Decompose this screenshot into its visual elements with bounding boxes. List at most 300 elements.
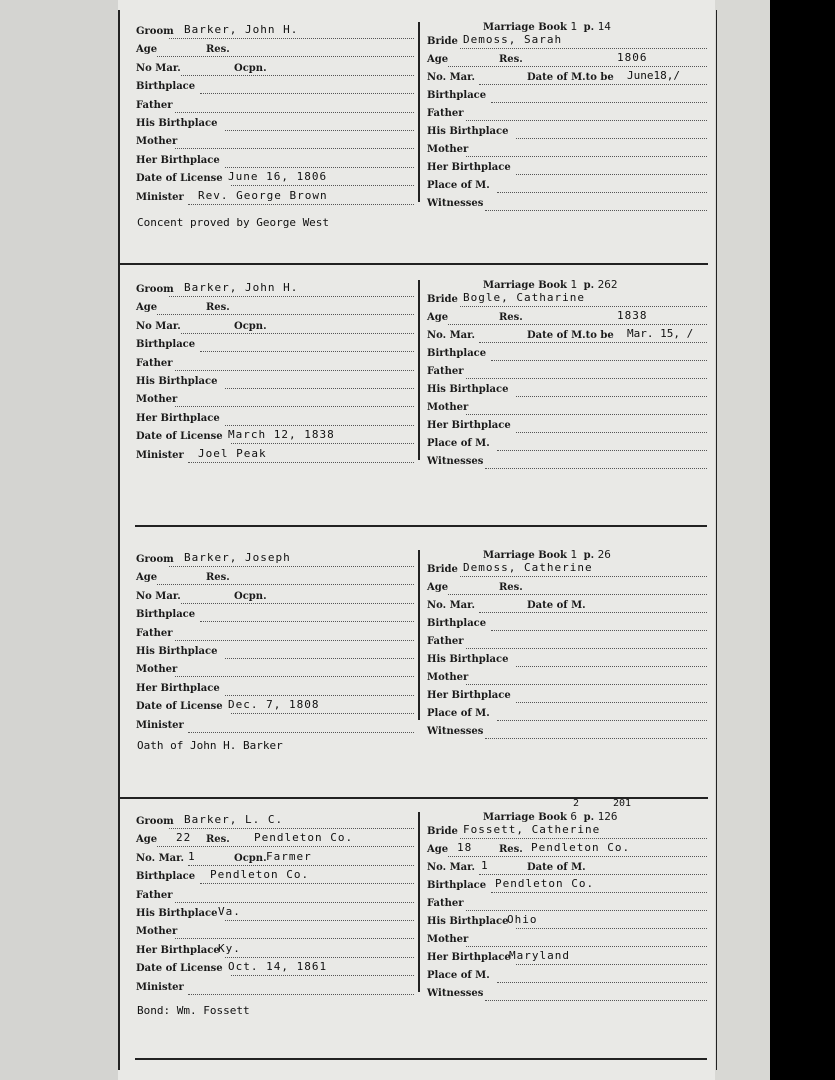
marriage-book-label: Marriage Book xyxy=(483,22,571,33)
witnesses-label: Witnesses xyxy=(427,198,484,209)
groom-age-row xyxy=(136,44,414,60)
bride-row xyxy=(427,561,707,580)
groom-his-birthplace-label: His Birthplace xyxy=(136,908,218,919)
ocpn-label: Ocpn. xyxy=(234,320,267,332)
marriage-card xyxy=(118,550,718,800)
minister-row xyxy=(136,446,414,466)
place-of-m-row xyxy=(427,180,707,196)
groom-birthplace-row xyxy=(136,339,414,355)
dotted-line xyxy=(485,198,707,211)
dotted-line xyxy=(157,44,414,57)
card-note: Concent proved by George West xyxy=(137,216,330,229)
groom-birthplace-value: Pendleton Co. xyxy=(210,868,310,882)
page-value: 26 xyxy=(597,548,611,561)
res-label: Res. xyxy=(206,834,230,846)
marriage-card xyxy=(118,798,718,1062)
minister-label: Minister xyxy=(136,981,184,993)
dotted-line xyxy=(225,155,414,168)
groom-father-label: Father xyxy=(136,99,173,111)
bride-value: Demoss, Catherine xyxy=(463,561,593,574)
dotted-line xyxy=(479,600,707,613)
dotted-line xyxy=(485,456,707,469)
bride-birthplace-label: Birthplace xyxy=(427,618,487,629)
bride-no-mar-row xyxy=(427,600,707,616)
page-label: p. xyxy=(583,550,598,561)
bride-no-mar-value: 1 xyxy=(481,859,489,872)
date-of-license-row xyxy=(136,170,414,189)
dotted-line xyxy=(175,664,414,677)
groom-age-row xyxy=(136,572,414,588)
bride-age-label: Age xyxy=(427,844,449,855)
bride-birthplace-label: Birthplace xyxy=(427,880,487,891)
groom-no-mar-row xyxy=(136,63,414,79)
dotted-line xyxy=(188,720,414,733)
date-of-m-label: Date of M.to be xyxy=(527,72,614,83)
groom-age-value: 22 xyxy=(176,831,192,845)
groom-father-row xyxy=(136,358,414,374)
dotted-line xyxy=(225,683,414,696)
bride-mother-label: Mother xyxy=(427,934,469,945)
res-label: Res. xyxy=(499,312,523,323)
bride-father-label: Father xyxy=(427,366,464,377)
groom-age-row xyxy=(136,302,414,318)
marriage-card xyxy=(118,22,718,272)
groom-ocpn-value: Farmer xyxy=(266,849,312,863)
minister-row xyxy=(136,982,414,998)
date-of-m-label: Date of M. xyxy=(527,862,586,873)
marriage-book-value: 1 xyxy=(570,548,584,561)
bride-father-row xyxy=(427,636,707,652)
bride-mother-label: Mother xyxy=(427,402,469,413)
bride-his-birthplace-row xyxy=(427,913,707,932)
date-of-license-label: Date of License xyxy=(136,431,223,443)
bride-father-row xyxy=(427,366,707,382)
date-of-m-value: June18,/ xyxy=(627,69,680,82)
groom-her-birthplace-row xyxy=(136,941,414,961)
bride-father-label: Father xyxy=(427,636,464,647)
dotted-line xyxy=(466,144,707,157)
card-note: Bond: Wm. Fossett xyxy=(137,1004,250,1017)
groom-birthplace-row xyxy=(136,609,414,625)
date-of-license-row xyxy=(136,960,414,979)
dotted-line xyxy=(466,934,707,947)
groom-value: Barker, John H. xyxy=(184,23,299,36)
bride-value: Bogle, Catharine xyxy=(463,291,585,304)
dotted-line xyxy=(225,646,414,659)
bride-age-label: Age xyxy=(427,582,449,593)
page-label: p. xyxy=(583,22,598,33)
dotted-line xyxy=(175,136,414,149)
bride-label: Bride xyxy=(427,826,458,837)
dotted-line xyxy=(448,54,707,67)
dotted-line xyxy=(225,118,414,131)
bride-age-row xyxy=(427,309,707,328)
dotted-line xyxy=(175,628,414,641)
date-of-m-value: Mar. 15, / xyxy=(627,327,694,340)
bride-his-birthplace-label: His Birthplace xyxy=(427,916,509,927)
bride-her-birthplace-row xyxy=(427,949,707,968)
marriage-book-label: Marriage Book xyxy=(483,550,571,561)
groom-father-label: Father xyxy=(136,357,173,369)
date-of-license-value: Dec. 7, 1808 xyxy=(228,698,320,712)
ocpn-label: Ocpn. xyxy=(234,852,267,864)
bride-no-mar-label: No. Mar. xyxy=(427,600,475,611)
bride-res-value: 1838 xyxy=(617,309,648,322)
bride-no-mar-label: No. Mar. xyxy=(427,72,475,83)
bride-her-birthplace-value: Maryland xyxy=(509,949,570,962)
groom-birthplace-label: Birthplace xyxy=(136,81,196,93)
bride-mother-row xyxy=(427,672,707,688)
place-of-m-label: Place of M. xyxy=(427,970,490,981)
page-label: p. xyxy=(583,280,598,291)
dotted-line xyxy=(200,81,414,94)
groom-her-birthplace-row xyxy=(136,683,414,699)
groom-age-label: Age xyxy=(136,572,158,584)
bride-value: Demoss, Sarah xyxy=(463,33,563,46)
groom-his-birthplace-label: His Birthplace xyxy=(136,118,218,129)
dotted-line xyxy=(175,926,414,939)
ocpn-label: Ocpn. xyxy=(234,590,267,602)
groom-her-birthplace-row xyxy=(136,413,414,429)
witnesses-label: Witnesses xyxy=(427,988,484,999)
groom-label: Groom xyxy=(136,816,174,827)
marriage-card xyxy=(118,280,718,530)
bride-res-value: 1806 xyxy=(617,51,648,64)
marriage-book-ref xyxy=(483,278,618,291)
marriage-book-label: Marriage Book xyxy=(483,812,571,823)
groom-his-birthplace-row xyxy=(136,118,414,134)
groom-his-birthplace-label: His Birthplace xyxy=(136,376,218,387)
dotted-line xyxy=(516,162,707,175)
bride-no-mar-label: No. Mar. xyxy=(427,862,475,873)
place-of-m-row xyxy=(427,708,707,724)
bride-label: Bride xyxy=(427,294,458,305)
groom-father-label: Father xyxy=(136,627,173,639)
groom-her-birthplace-label: Her Birthplace xyxy=(136,944,220,956)
groom-his-birthplace-row xyxy=(136,646,414,662)
groom-no-mar-label: No Mar. xyxy=(136,590,181,602)
dotted-line xyxy=(225,376,414,389)
bride-father-label: Father xyxy=(427,898,464,909)
groom-her-birthplace-row xyxy=(136,155,414,171)
bride-birthplace-row xyxy=(427,348,707,364)
groom-no-mar-row xyxy=(136,849,414,869)
bride-father-row xyxy=(427,108,707,124)
groom-mother-label: Mother xyxy=(136,926,178,938)
groom-no-mar-row xyxy=(136,591,414,607)
res-label: Res. xyxy=(206,302,230,314)
page-value: 262 xyxy=(597,278,618,291)
date-of-license-label: Date of License xyxy=(136,963,223,975)
minister-label: Minister xyxy=(136,719,184,731)
date-of-m-label: Date of M.to be xyxy=(527,330,614,341)
dotted-line xyxy=(175,100,414,113)
dotted-line xyxy=(491,618,707,631)
bride-no-mar-label: No. Mar. xyxy=(427,330,475,341)
groom-birthplace-label: Birthplace xyxy=(136,871,196,883)
bride-label: Bride xyxy=(427,564,458,575)
groom-mother-row xyxy=(136,664,414,680)
minister-row xyxy=(136,188,414,208)
column-divider xyxy=(418,550,420,720)
bride-res-value: Pendleton Co. xyxy=(531,841,631,854)
dotted-line xyxy=(181,321,414,334)
minister-label: Minister xyxy=(136,191,184,203)
groom-her-birthplace-value: Ky. xyxy=(218,941,241,955)
groom-mother-row xyxy=(136,394,414,410)
dotted-line xyxy=(479,862,707,875)
marriage-book-ref xyxy=(483,548,611,561)
dotted-line xyxy=(466,636,707,649)
date-of-license-value: June 16, 1806 xyxy=(228,170,328,184)
column-divider xyxy=(418,812,420,992)
dotted-line xyxy=(448,312,707,325)
groom-father-row xyxy=(136,890,414,906)
marriage-book-value: 1 xyxy=(570,20,584,33)
date-of-license-value: Oct. 14, 1861 xyxy=(228,960,328,974)
dotted-line xyxy=(181,591,414,604)
groom-mother-label: Mother xyxy=(136,664,178,676)
dotted-line xyxy=(497,438,707,451)
groom-no-mar-label: No Mar. xyxy=(136,320,181,332)
marriage-book-label: Marriage Book xyxy=(483,280,571,291)
groom-label: Groom xyxy=(136,284,174,295)
dotted-line xyxy=(516,420,707,433)
bride-age-label: Age xyxy=(427,312,449,323)
left-margin xyxy=(0,0,118,1080)
groom-her-birthplace-label: Her Birthplace xyxy=(136,682,220,694)
bride-her-birthplace-label: Her Birthplace xyxy=(427,952,511,963)
minister-value: Rev. George Brown xyxy=(198,188,328,202)
groom-row xyxy=(136,813,414,832)
groom-birthplace-label: Birthplace xyxy=(136,339,196,351)
groom-mother-row xyxy=(136,136,414,152)
groom-no-mar-row xyxy=(136,321,414,337)
bride-his-birthplace-row xyxy=(427,654,707,670)
bride-his-birthplace-label: His Birthplace xyxy=(427,654,509,665)
witnesses-row xyxy=(427,198,707,214)
card-note: Oath of John H. Barker xyxy=(137,739,283,752)
groom-mother-label: Mother xyxy=(136,136,178,148)
bride-her-birthplace-label: Her Birthplace xyxy=(427,162,511,173)
bride-her-birthplace-row xyxy=(427,690,707,706)
dotted-line xyxy=(466,672,707,685)
date-of-m-label: Date of M. xyxy=(527,600,586,611)
bride-birthplace-row xyxy=(427,618,707,634)
bride-birthplace-value: Pendleton Co. xyxy=(495,877,595,890)
place-of-m-label: Place of M. xyxy=(427,180,490,191)
groom-his-birthplace-label: His Birthplace xyxy=(136,646,218,657)
page-correction: 201 xyxy=(613,798,632,809)
dotted-line xyxy=(491,90,707,103)
groom-label: Groom xyxy=(136,554,174,565)
bride-age-value: 18 xyxy=(457,841,473,854)
column-divider xyxy=(418,280,420,460)
groom-no-mar-label: No Mar. xyxy=(136,62,181,74)
groom-father-label: Father xyxy=(136,889,173,901)
groom-birthplace-label: Birthplace xyxy=(136,609,196,621)
column-divider xyxy=(418,22,420,202)
dotted-line xyxy=(497,970,707,983)
res-label: Res. xyxy=(499,54,523,65)
bride-mother-row xyxy=(427,402,707,418)
date-of-license-row xyxy=(136,698,414,717)
dotted-line xyxy=(516,384,707,397)
bride-her-birthplace-label: Her Birthplace xyxy=(427,690,511,701)
bride-his-birthplace-value: Ohio xyxy=(507,913,538,926)
bride-mother-label: Mother xyxy=(427,144,469,155)
groom-father-row xyxy=(136,100,414,116)
page-value: 14 xyxy=(597,20,611,33)
bride-mother-label: Mother xyxy=(427,672,469,683)
dotted-line xyxy=(497,180,707,193)
dotted-line xyxy=(175,358,414,371)
bride-mother-row xyxy=(427,934,707,950)
bride-age-label: Age xyxy=(427,54,449,65)
bride-age-row xyxy=(427,582,707,598)
dotted-line xyxy=(516,916,707,929)
dotted-line xyxy=(225,908,414,921)
witnesses-row xyxy=(427,456,707,472)
witnesses-row xyxy=(427,726,707,742)
place-of-m-row xyxy=(427,970,707,986)
dotted-line xyxy=(516,690,707,703)
groom-row xyxy=(136,23,414,42)
res-label: Res. xyxy=(499,582,523,593)
groom-birthplace-row xyxy=(136,868,414,887)
place-of-m-label: Place of M. xyxy=(427,438,490,449)
dotted-line xyxy=(225,413,414,426)
dotted-line xyxy=(200,609,414,622)
witnesses-label: Witnesses xyxy=(427,456,484,467)
date-of-license-label: Date of License xyxy=(136,173,223,185)
ocpn-label: Ocpn. xyxy=(234,62,267,74)
minister-label: Minister xyxy=(136,449,184,461)
dotted-line xyxy=(485,988,707,1001)
dotted-line xyxy=(448,582,707,595)
bride-value: Fossett, Catherine xyxy=(463,823,601,836)
bride-his-birthplace-row xyxy=(427,126,707,142)
groom-value: Barker, John H. xyxy=(184,281,299,294)
bride-age-row xyxy=(427,841,707,860)
bride-age-row xyxy=(427,51,707,70)
dotted-line xyxy=(516,126,707,139)
bride-birthplace-label: Birthplace xyxy=(427,348,487,359)
groom-his-birthplace-row xyxy=(136,376,414,392)
bride-her-birthplace-row xyxy=(427,162,707,178)
bride-row xyxy=(427,291,707,310)
marriage-book-ref xyxy=(483,810,618,823)
right-margin xyxy=(715,0,770,1080)
groom-her-birthplace-label: Her Birthplace xyxy=(136,154,220,166)
dotted-line xyxy=(497,708,707,721)
date-of-license-row xyxy=(136,428,414,447)
marriage-book-value: 6 xyxy=(570,810,584,823)
bride-mother-row xyxy=(427,144,707,160)
marriage-book-correction: 2 xyxy=(573,798,580,809)
groom-value: Barker, Joseph xyxy=(184,551,291,564)
bride-birthplace-row xyxy=(427,877,707,896)
marriage-book-ref xyxy=(483,20,611,33)
minister-value: Joel Peak xyxy=(198,446,267,460)
groom-his-birthplace-row xyxy=(136,905,414,924)
groom-father-row xyxy=(136,628,414,644)
groom-mother-row xyxy=(136,926,414,942)
dotted-line xyxy=(181,63,414,76)
bride-no-mar-row xyxy=(427,69,707,88)
bride-father-label: Father xyxy=(427,108,464,119)
bride-birthplace-label: Birthplace xyxy=(427,90,487,101)
dotted-line xyxy=(466,898,707,911)
date-of-license-value: March 12, 1838 xyxy=(228,428,335,442)
groom-his-birthplace-value: Va. xyxy=(218,905,241,918)
dotted-line xyxy=(466,108,707,121)
groom-age-label: Age xyxy=(136,302,158,314)
bride-his-birthplace-label: His Birthplace xyxy=(427,384,509,395)
res-label: Res. xyxy=(499,844,523,855)
groom-birthplace-row xyxy=(136,81,414,97)
witnesses-row xyxy=(427,988,707,1004)
res-label: Res. xyxy=(206,44,230,56)
dotted-line xyxy=(516,654,707,667)
marriage-book-value: 1 xyxy=(570,278,584,291)
res-label: Res. xyxy=(206,572,230,584)
groom-age-row xyxy=(136,831,414,850)
groom-row xyxy=(136,551,414,570)
bride-her-birthplace-label: Her Birthplace xyxy=(427,420,511,431)
dotted-line xyxy=(188,982,414,995)
bride-father-row xyxy=(427,898,707,914)
page-value: 126 xyxy=(597,810,618,823)
dotted-line xyxy=(175,394,414,407)
place-of-m-label: Place of M. xyxy=(427,708,490,719)
groom-res-value: Pendleton Co. xyxy=(254,831,354,845)
groom-her-birthplace-label: Her Birthplace xyxy=(136,412,220,424)
bride-label: Bride xyxy=(427,36,458,47)
place-of-m-row xyxy=(427,438,707,454)
minister-row xyxy=(136,720,414,736)
bride-row xyxy=(427,33,707,52)
dotted-line xyxy=(175,890,414,903)
groom-value: Barker, L. C. xyxy=(184,813,284,826)
groom-no-mar-label: No. Mar. xyxy=(136,852,184,864)
groom-row xyxy=(136,281,414,300)
date-of-license-label: Date of License xyxy=(136,701,223,713)
groom-mother-label: Mother xyxy=(136,394,178,406)
dotted-line xyxy=(491,348,707,361)
bride-his-birthplace-label: His Birthplace xyxy=(427,126,509,137)
dotted-line xyxy=(466,402,707,415)
groom-age-label: Age xyxy=(136,834,158,846)
witnesses-label: Witnesses xyxy=(427,726,484,737)
page-label: p. xyxy=(583,812,598,823)
groom-label: Groom xyxy=(136,26,174,37)
bride-row xyxy=(427,823,707,842)
dotted-line xyxy=(157,302,414,315)
groom-no-mar-value: 1 xyxy=(188,849,196,863)
bride-his-birthplace-row xyxy=(427,384,707,400)
dotted-line xyxy=(466,366,707,379)
bride-no-mar-row xyxy=(427,859,707,878)
bride-birthplace-row xyxy=(427,90,707,106)
bride-no-mar-row xyxy=(427,327,707,346)
dotted-line xyxy=(200,339,414,352)
dotted-line xyxy=(157,572,414,585)
bride-her-birthplace-row xyxy=(427,420,707,436)
dotted-line xyxy=(485,726,707,739)
dotted-line xyxy=(225,945,414,958)
groom-age-label: Age xyxy=(136,44,158,56)
